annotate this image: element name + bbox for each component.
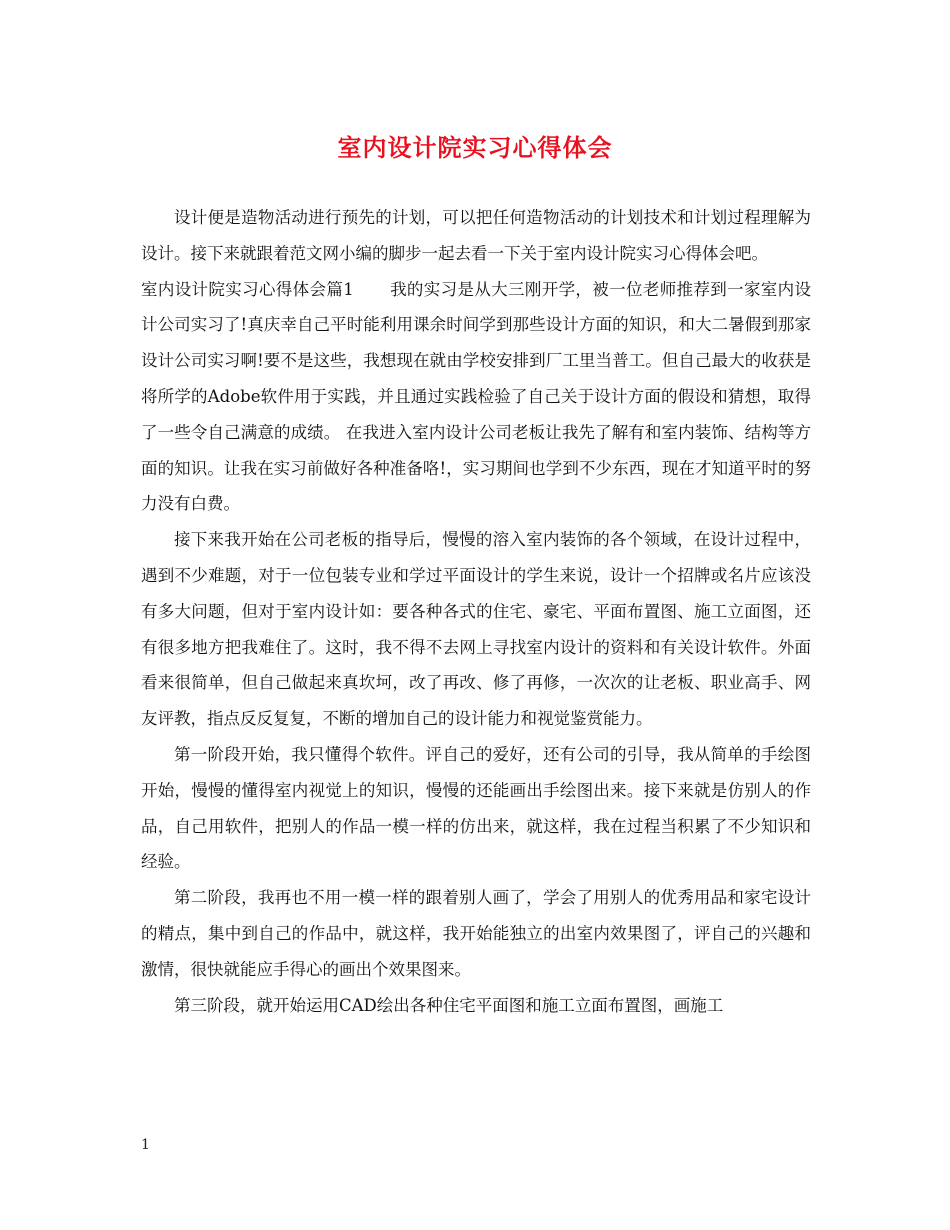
section-heading: 室内设计院实习心得体会篇1: [141, 279, 354, 299]
paragraph-3: 第一阶段开始，我只懂得个软件。评自己的爱好，还有公司的引导，我从简单的手绘图开始，慢慢的懂得室内视觉上的知识，慢慢的还能画出手绘图出来。接下来就是仿别人的作品，自己用软件，把别人的作品一模一样的仿出来，就这样，我在过程当积累了不少知识和经验。: [141, 744, 811, 872]
section-paragraph-1: [141, 272, 811, 523]
paragraph-2: 接下来我开始在公司老板的指导后，慢慢的溶入室内装饰的各个领域，在设计过程中，遇到不少难题，对于一位包装专业和学过平面设计的学生来说，设计一个招牌或名片应该没有多大问题，但对于室内设计如：要各种各式的住宅、豪宅、平面布置图、施工立面图，还有很多地方把我难住了。这时，我不得不去网上寻找室内设计的资料和有关设计软件。外面看来很简单，但自己做起来真坎坷，改了再改、修了再修，一次次的让老板、职业高手、网友评教，指点反反复复，不断的增加自己的设计能力和视觉鉴赏能力。: [141, 530, 811, 729]
document-title: 室内设计院实习心得体会: [337, 133, 613, 162]
paragraph-5: 第三阶段，就开始运用CAD绘出各种住宅平面图和施工立面布置图，画施工: [174, 995, 724, 1015]
document-body: [141, 200, 811, 1023]
paragraph-1-text: 我的实习是从大三刚开学，被一位老师推荐到一家室内设计公司实习了!真庆幸自己平时能利用课余时间学到那些设计方面的知识，和大二暑假到那家设计公司实习啊!要不是这些，我想现在就由学校安排到厂工里当普工。但自己最大的收获是将所学的Adobe软件用于实践，并且通过实践检验了自己关于设计方面的假设和猜想，取得了一些令自己满意的成绩。 在我进入室内设计公司老板让我先了解有和室内装饰、结构等方面的知识。让我在实习前做好各种准备咯!，实习期间也学到不少东西，现在才知道平时的努力没有白费。: [141, 279, 812, 514]
page-number: 1: [141, 1137, 150, 1153]
paragraph-4: 第二阶段，我再也不用一模一样的跟着别人画了，学会了用别人的优秀用品和家宅设计的精点，集中到自己的作品中，就这样，我开始能独立的出室内效果图了，评自己的兴趣和激情，很快就能应手得心的画出个效果图来。: [141, 888, 811, 979]
intro-paragraph: 设计便是造物活动进行预先的计划，可以把任何造物活动的计划技术和计划过程理解为设计。接下来就跟着范文网小编的脚步一起去看一下关于室内设计院实习心得体会吧。: [141, 208, 811, 263]
